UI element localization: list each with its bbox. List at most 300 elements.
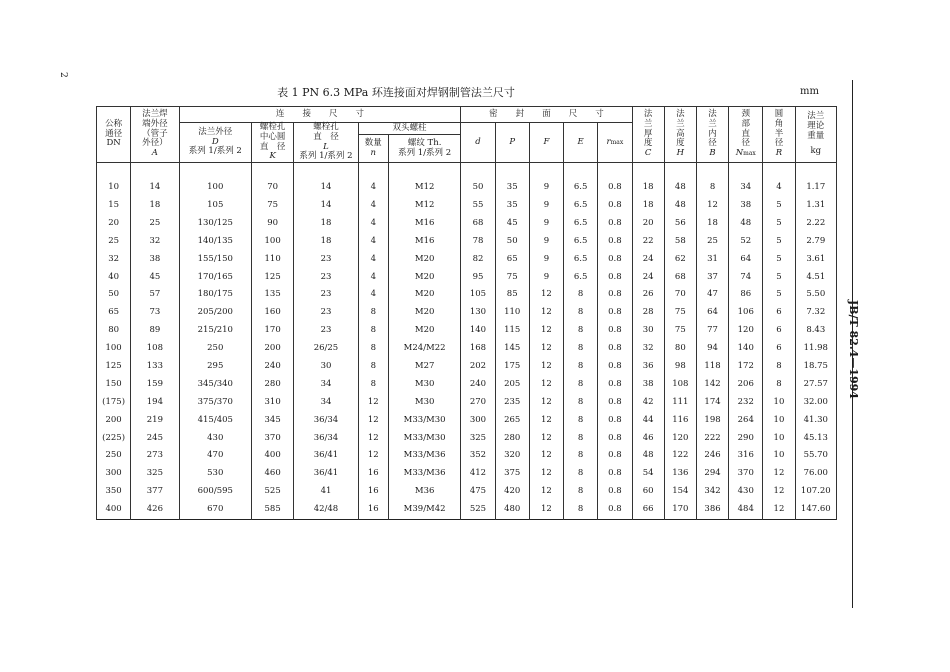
table-cell: 34 [294, 394, 358, 412]
table-row [97, 501, 837, 519]
table-cell: 250 [97, 447, 131, 465]
table-cell: 122 [664, 447, 696, 465]
table-cell: 56 [664, 215, 696, 233]
table-cell: 12 [529, 430, 563, 448]
table-cell: 377 [131, 483, 179, 501]
table-cell: 5.50 [795, 286, 836, 304]
table-cell: 100 [252, 233, 294, 251]
table-cell: 105 [461, 286, 495, 304]
table-cell: M33/M30 [388, 412, 461, 430]
table-cell: 42/48 [294, 501, 358, 519]
table-cell: 174 [696, 394, 728, 412]
table-cell: 400 [97, 501, 131, 519]
header-a: 法兰焊 端外径 （管子 外径） A [131, 107, 179, 163]
table-cell: 0.8 [598, 233, 632, 251]
table-cell: 0.8 [598, 501, 632, 519]
table-cell: 264 [729, 412, 763, 430]
table-cell: 14 [131, 163, 179, 197]
table-cell: 65 [495, 251, 529, 269]
table-cell: 23 [294, 251, 358, 269]
table-cell: 8 [763, 376, 795, 394]
table-cell: 38 [131, 251, 179, 269]
table-cell: 26 [632, 286, 664, 304]
table-cell: 250 [179, 340, 251, 358]
table-cell: 0.8 [598, 197, 632, 215]
table-cell: 74 [729, 269, 763, 287]
table-cell: M39/M42 [388, 501, 461, 519]
table-cell: 76.00 [795, 465, 836, 483]
header-f: F [529, 123, 563, 163]
table-cell: 420 [495, 483, 529, 501]
table-cell: 140/135 [179, 233, 251, 251]
table-cell: 77 [696, 322, 728, 340]
table-cell: 484 [729, 501, 763, 519]
table-cell: 66 [632, 501, 664, 519]
table-cell: M24/M22 [388, 340, 461, 358]
table-cell: 16 [358, 501, 388, 519]
table-cell: 23 [294, 286, 358, 304]
table-cell: 106 [729, 304, 763, 322]
table-cell: 0.8 [598, 483, 632, 501]
table-cell: 55 [461, 197, 495, 215]
table-cell: 12 [358, 412, 388, 430]
table-cell: 0.8 [598, 304, 632, 322]
table-cell: 64 [696, 304, 728, 322]
table-cell: 14 [294, 163, 358, 197]
table-cell: 2.79 [795, 233, 836, 251]
table-cell: 370 [252, 430, 294, 448]
table-cell: 12 [763, 465, 795, 483]
table-cell: 18 [696, 215, 728, 233]
table-cell: 65 [97, 304, 131, 322]
table-cell: M20 [388, 322, 461, 340]
table-cell: 120 [729, 322, 763, 340]
table-cell: M33/M30 [388, 430, 461, 448]
table-cell: 142 [696, 376, 728, 394]
table-cell: 50 [461, 163, 495, 197]
table-cell: 48 [664, 197, 696, 215]
table-cell: 6.5 [564, 251, 598, 269]
table-cell: 36 [632, 358, 664, 376]
table-row [97, 412, 837, 430]
table-cell: 8 [358, 358, 388, 376]
table-cell: 86 [729, 286, 763, 304]
table-cell: 25 [131, 215, 179, 233]
table-row [97, 286, 837, 304]
table-row [97, 251, 837, 269]
table-cell: 18.75 [795, 358, 836, 376]
table-cell: 8 [564, 358, 598, 376]
table-cell: 273 [131, 447, 179, 465]
table-cell: 36/41 [294, 465, 358, 483]
table-cell: 316 [729, 447, 763, 465]
table-cell: 95 [461, 269, 495, 287]
table-cell: 8 [564, 286, 598, 304]
table-cell: 8 [564, 340, 598, 358]
table-cell: 525 [461, 501, 495, 519]
table-cell: 5 [763, 215, 795, 233]
table-cell: 172 [729, 358, 763, 376]
table-cell: 47 [696, 286, 728, 304]
table-cell: 6.5 [564, 197, 598, 215]
table-cell: 78 [461, 233, 495, 251]
table-cell: 58 [664, 233, 696, 251]
table-cell: 30 [294, 358, 358, 376]
table-cell: 290 [729, 430, 763, 448]
table-cell: (175) [97, 394, 131, 412]
table-cell: 9 [529, 251, 563, 269]
table-cell: 18 [632, 163, 664, 197]
table-cell: 4 [358, 286, 388, 304]
table-cell: 400 [252, 447, 294, 465]
table-cell: 155/150 [179, 251, 251, 269]
table-cell: 4 [358, 215, 388, 233]
table-cell: 55.70 [795, 447, 836, 465]
table-cell: 147.60 [795, 501, 836, 519]
table-cell: 5 [763, 233, 795, 251]
table-cell: 12 [529, 340, 563, 358]
table-cell: 23 [294, 322, 358, 340]
header-c: 法 兰 厚 度 C [632, 107, 664, 163]
table-cell: 12 [358, 430, 388, 448]
header-n: 数量 n [358, 135, 388, 163]
table-cell: M27 [388, 358, 461, 376]
table-cell: 80 [664, 340, 696, 358]
table-row [97, 322, 837, 340]
table-cell: M20 [388, 304, 461, 322]
table-cell: 0.8 [598, 376, 632, 394]
table-cell: M36 [388, 483, 461, 501]
table-cell: 154 [664, 483, 696, 501]
table-cell: 4.51 [795, 269, 836, 287]
table-cell: 180/175 [179, 286, 251, 304]
table-cell: 75 [495, 269, 529, 287]
table-row [97, 304, 837, 322]
table-row [97, 163, 837, 197]
table-row [97, 233, 837, 251]
table-cell: 0.8 [598, 340, 632, 358]
table-cell: 6 [763, 340, 795, 358]
table-cell: 8 [564, 483, 598, 501]
table-caption: 表 1 PN 6.3 MPa 环连接面对焊钢制管法兰尺寸 [277, 86, 515, 99]
table-cell: 0.8 [598, 269, 632, 287]
table-cell: 342 [696, 483, 728, 501]
flange-dimension-table [96, 106, 837, 520]
table-cell: 136 [664, 465, 696, 483]
table-cell: 89 [131, 322, 179, 340]
table-cell: M33/M36 [388, 465, 461, 483]
table-cell: 24 [632, 269, 664, 287]
table-cell: 118 [696, 358, 728, 376]
table-cell: 130 [461, 304, 495, 322]
table-cell: 41 [294, 483, 358, 501]
table-cell: 64 [729, 251, 763, 269]
table-cell: 6.5 [564, 163, 598, 197]
table-cell: 170 [252, 322, 294, 340]
table-cell: 412 [461, 465, 495, 483]
table-cell: 32.00 [795, 394, 836, 412]
table-cell: 90 [252, 215, 294, 233]
table-cell: 37 [696, 269, 728, 287]
table-cell: 4 [358, 269, 388, 287]
table-cell: 160 [252, 304, 294, 322]
table-cell: 27.57 [795, 376, 836, 394]
table-row [97, 447, 837, 465]
table-cell: 100 [97, 340, 131, 358]
table-cell: 34 [729, 163, 763, 197]
table-cell: 125 [97, 358, 131, 376]
table-cell: 8 [564, 430, 598, 448]
table-cell: 375 [495, 465, 529, 483]
table-cell: 168 [461, 340, 495, 358]
table-cell: 215/210 [179, 322, 251, 340]
table-cell: 26/25 [294, 340, 358, 358]
table-cell: 48 [632, 447, 664, 465]
table-cell: 28 [632, 304, 664, 322]
table-cell: 12 [529, 376, 563, 394]
table-cell: 32 [131, 233, 179, 251]
table-cell: 10 [763, 430, 795, 448]
table-cell: 12 [763, 501, 795, 519]
table-cell: 16 [358, 465, 388, 483]
table-cell: 430 [179, 430, 251, 448]
table-cell: 0.8 [598, 286, 632, 304]
table-cell: 36/34 [294, 412, 358, 430]
table-cell: 38 [632, 376, 664, 394]
unit-label: mm [800, 86, 819, 97]
table-cell: 20 [632, 215, 664, 233]
table-cell: 73 [131, 304, 179, 322]
table-cell: M16 [388, 233, 461, 251]
table-cell: 370 [729, 465, 763, 483]
table-cell: 60 [632, 483, 664, 501]
table-cell: 68 [461, 215, 495, 233]
table-cell: 107.20 [795, 483, 836, 501]
table-cell: M12 [388, 163, 461, 197]
table-cell: 6 [763, 304, 795, 322]
table-cell: 85 [495, 286, 529, 304]
table-cell: 68 [664, 269, 696, 287]
table-row [97, 483, 837, 501]
table-cell: 12 [529, 394, 563, 412]
table-cell: 245 [131, 430, 179, 448]
table-cell: 4 [358, 233, 388, 251]
table-cell: 205 [495, 376, 529, 394]
table-cell: 12 [358, 394, 388, 412]
table-row [97, 269, 837, 287]
table-cell: 200 [97, 412, 131, 430]
table-cell: M20 [388, 251, 461, 269]
table-cell: 530 [179, 465, 251, 483]
table-cell: 475 [461, 483, 495, 501]
table-cell: 110 [252, 251, 294, 269]
table-cell: 8 [358, 340, 388, 358]
table-row [97, 465, 837, 483]
table-cell: 108 [131, 340, 179, 358]
table-cell: 350 [97, 483, 131, 501]
header-h: 法 兰 高 度 H [664, 107, 696, 163]
table-cell: 50 [495, 233, 529, 251]
table-cell: 8 [564, 394, 598, 412]
header-connection-dimensions: 连 接 尺 寸 [179, 107, 461, 123]
table-cell: 12 [529, 501, 563, 519]
table-cell: 10 [763, 447, 795, 465]
table-cell: 12 [529, 447, 563, 465]
table-cell: 5 [763, 197, 795, 215]
table-cell: 9 [529, 233, 563, 251]
table-cell: 12 [529, 412, 563, 430]
table-cell: 80 [97, 322, 131, 340]
table-cell: 36/34 [294, 430, 358, 448]
table-cell: 6 [763, 322, 795, 340]
table-cell: 32 [97, 251, 131, 269]
table-cell: 50 [97, 286, 131, 304]
table-cell: 45 [495, 215, 529, 233]
table-cell: 426 [131, 501, 179, 519]
table-cell: 430 [729, 483, 763, 501]
table-row [97, 340, 837, 358]
header-dn: 公称 通径 DN [97, 107, 131, 163]
table-cell: 8 [564, 465, 598, 483]
table-cell: 280 [495, 430, 529, 448]
table-cell: 8 [358, 322, 388, 340]
table-cell: 5 [763, 251, 795, 269]
table-cell: 200 [252, 340, 294, 358]
table-cell: 375/370 [179, 394, 251, 412]
table-cell: 1.31 [795, 197, 836, 215]
table-cell: 12 [358, 447, 388, 465]
table-cell: 25 [696, 233, 728, 251]
table-cell: 0.8 [598, 447, 632, 465]
table-cell: 8 [564, 322, 598, 340]
table-cell: 111 [664, 394, 696, 412]
table-cell: 116 [664, 412, 696, 430]
table-cell: 0.8 [598, 322, 632, 340]
table-cell: 0.8 [598, 163, 632, 197]
table-cell: 40 [97, 269, 131, 287]
table-cell: 470 [179, 447, 251, 465]
table-cell: 265 [495, 412, 529, 430]
table-cell: 300 [97, 465, 131, 483]
table-cell: 54 [632, 465, 664, 483]
table-cell: 16 [358, 483, 388, 501]
table-cell: 105 [179, 197, 251, 215]
table-cell: 386 [696, 501, 728, 519]
table-cell: 9 [529, 197, 563, 215]
table-cell: 194 [131, 394, 179, 412]
table-cell: 9 [529, 163, 563, 197]
table-cell: 18 [131, 197, 179, 215]
table-cell: 175 [495, 358, 529, 376]
table-cell: 48 [664, 163, 696, 197]
table-cell: 480 [495, 501, 529, 519]
table-cell: 125 [252, 269, 294, 287]
standard-code: JB/T 82.4—1994 [847, 300, 860, 399]
table-cell: 150 [97, 376, 131, 394]
table-cell: 108 [664, 376, 696, 394]
table-cell: 232 [729, 394, 763, 412]
table-cell: M12 [388, 197, 461, 215]
table-cell: 120 [664, 430, 696, 448]
table-cell: 8.43 [795, 322, 836, 340]
table-row [97, 430, 837, 448]
table-cell: 198 [696, 412, 728, 430]
table-cell: 82 [461, 251, 495, 269]
table-cell: 8 [763, 358, 795, 376]
table-cell: 62 [664, 251, 696, 269]
table-cell: 10 [97, 163, 131, 197]
table-row [97, 197, 837, 215]
table-cell: 4 [358, 251, 388, 269]
table-cell: 75 [252, 197, 294, 215]
table-cell: 135 [252, 286, 294, 304]
header-e: E [564, 123, 598, 163]
table-cell: 30 [632, 322, 664, 340]
table-cell: 23 [294, 304, 358, 322]
table-cell: 42 [632, 394, 664, 412]
table-cell: 140 [461, 322, 495, 340]
table-cell: 10 [763, 394, 795, 412]
table-cell: 170/165 [179, 269, 251, 287]
table-cell: M20 [388, 269, 461, 287]
table-cell: 11.98 [795, 340, 836, 358]
header-sealing-dimensions: 密 封 面 尺 寸 [461, 107, 632, 123]
table-cell: 45 [131, 269, 179, 287]
table-cell: 352 [461, 447, 495, 465]
table-cell: M20 [388, 286, 461, 304]
table-row [97, 394, 837, 412]
table-cell: 24 [632, 251, 664, 269]
table-cell: 10 [763, 412, 795, 430]
table-cell: M30 [388, 394, 461, 412]
table-cell: 8 [564, 447, 598, 465]
table-cell: 240 [461, 376, 495, 394]
table-cell: 1.17 [795, 163, 836, 197]
table-cell: (225) [97, 430, 131, 448]
table-cell: 8 [696, 163, 728, 197]
table-cell: 325 [131, 465, 179, 483]
table-cell: 240 [252, 358, 294, 376]
table-cell: 130/125 [179, 215, 251, 233]
table-cell: 8 [564, 412, 598, 430]
table-cell: 75 [664, 322, 696, 340]
table-cell: 4 [358, 163, 388, 197]
table-cell: 270 [461, 394, 495, 412]
table-cell: 98 [664, 358, 696, 376]
table-cell: 246 [696, 447, 728, 465]
table-cell: 12 [529, 358, 563, 376]
table-body [97, 163, 837, 520]
table-cell: 4 [358, 197, 388, 215]
table-cell: 206 [729, 376, 763, 394]
table-cell: 460 [252, 465, 294, 483]
table-cell: 145 [495, 340, 529, 358]
table-cell: 8 [564, 376, 598, 394]
table-cell: 5 [763, 286, 795, 304]
table-cell: 295 [179, 358, 251, 376]
table-cell: 8 [564, 501, 598, 519]
table-cell: 0.8 [598, 394, 632, 412]
header-k: 螺栓孔 中心圆 直 径 K [252, 123, 294, 163]
table-cell: 46 [632, 430, 664, 448]
table-cell: 12 [529, 465, 563, 483]
table-cell: 100 [179, 163, 251, 197]
table-cell: 23 [294, 269, 358, 287]
table-cell: 2.22 [795, 215, 836, 233]
table-cell: 4 [763, 163, 795, 197]
table-cell: 31 [696, 251, 728, 269]
header-thread: 螺纹 Th. 系列 1/系列 2 [388, 135, 461, 163]
